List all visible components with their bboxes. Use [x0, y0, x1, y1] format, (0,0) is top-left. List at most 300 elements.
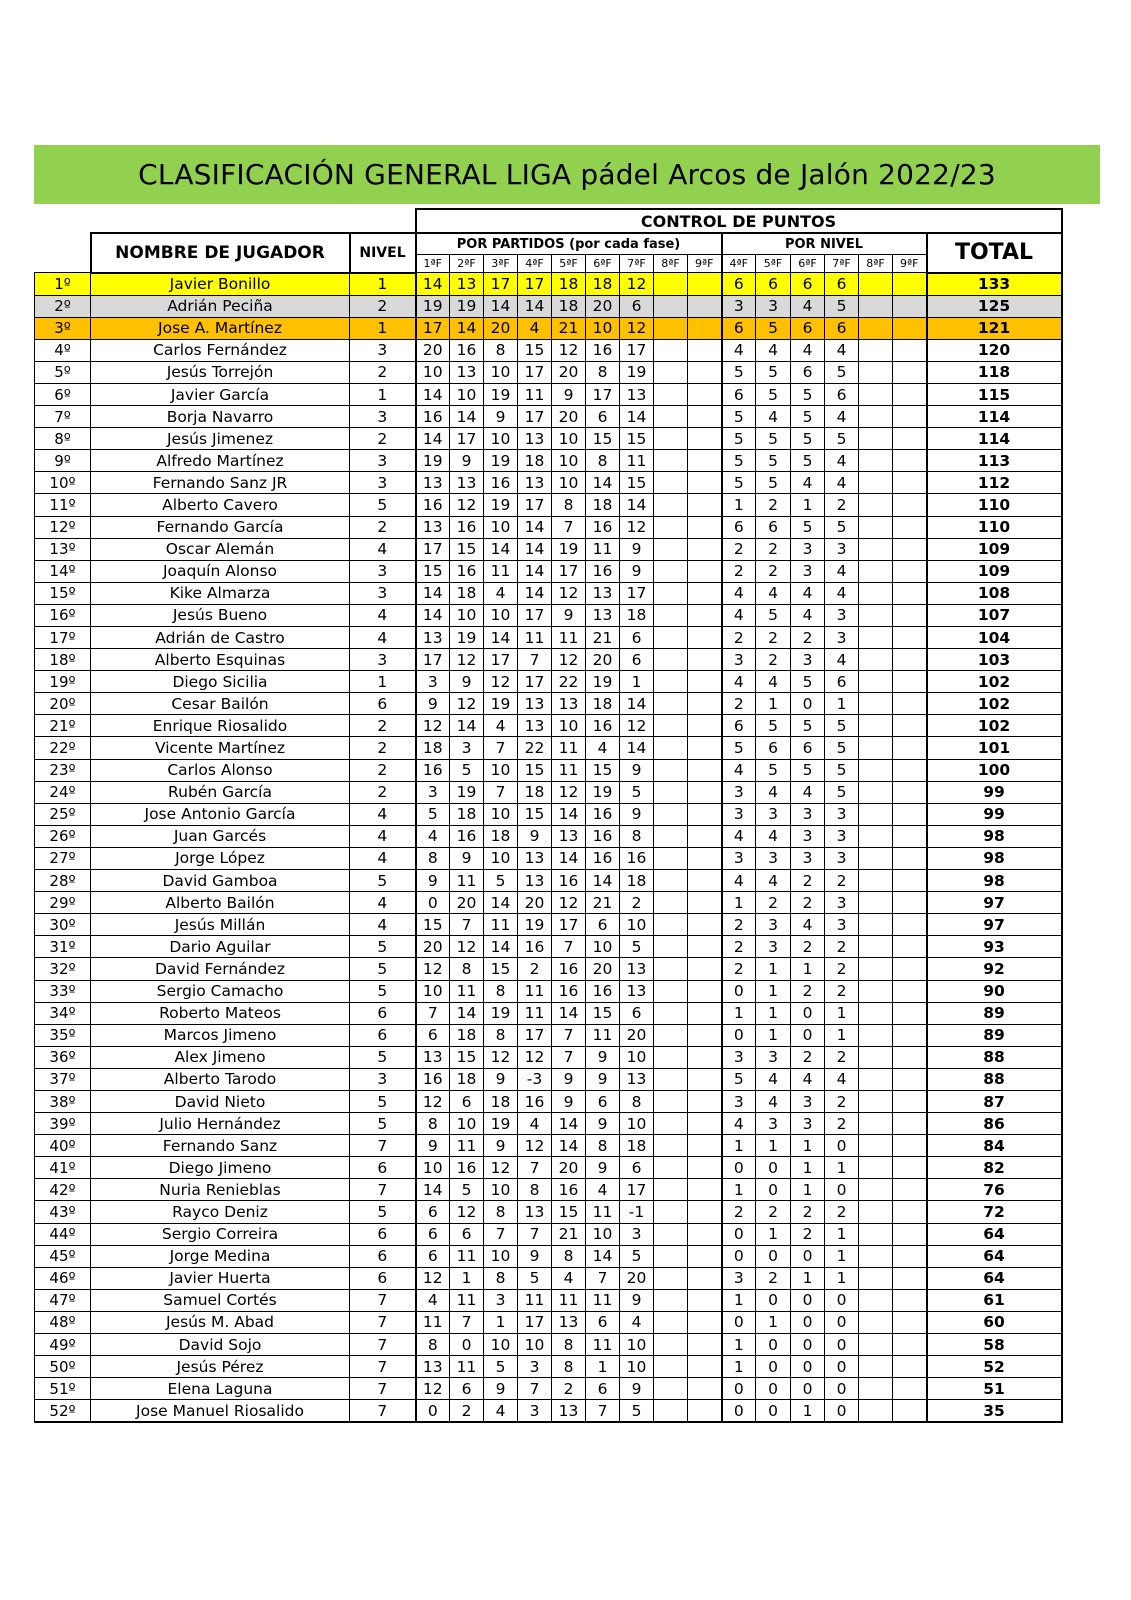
partido-points-cell: 10 [620, 1356, 654, 1378]
partido-points-cell: 10 [484, 847, 518, 869]
partido-points-cell: 9 [586, 1068, 620, 1090]
partido-points-cell: 19 [552, 538, 586, 560]
partido-points-cell: 18 [484, 825, 518, 847]
nivel-cell: 7 [350, 1289, 416, 1311]
nivel-points-cell [859, 1024, 893, 1046]
nivel-points-cell: 1 [791, 1157, 825, 1179]
partido-points-cell: 18 [416, 737, 450, 759]
partido-points-cell: 13 [450, 273, 484, 296]
nivel-points-cell: 5 [756, 759, 791, 781]
nivel-points-cell [859, 759, 893, 781]
nivel-points-cell: 0 [756, 1334, 791, 1356]
nivel-points-cell: 2 [791, 1223, 825, 1245]
partido-points-cell: 4 [518, 317, 552, 339]
nivel-points-cell [859, 582, 893, 604]
nivel-points-cell: 1 [756, 1002, 791, 1024]
rank-cell: 39º [35, 1113, 91, 1135]
partido-points-cell [654, 1334, 688, 1356]
player-name-cell: Alberto Cavero [91, 494, 350, 516]
partido-points-cell: 5 [620, 781, 654, 803]
nivel-points-cell: 6 [791, 273, 825, 296]
partido-points-cell: 6 [416, 1245, 450, 1267]
nivel-cell: 2 [350, 759, 416, 781]
nivel-points-cell: 2 [825, 980, 859, 1002]
nivel-phase-header: 4ªF [722, 255, 756, 273]
nivel-points-cell: 0 [825, 1311, 859, 1333]
total-cell: 115 [927, 383, 1062, 405]
nivel-points-cell [859, 803, 893, 825]
nivel-points-cell: 0 [825, 1289, 859, 1311]
nivel-points-cell: 1 [825, 1223, 859, 1245]
partido-points-cell: 6 [586, 1090, 620, 1112]
table-row [35, 1024, 1062, 1046]
partido-points-cell [654, 1179, 688, 1201]
player-name-cell: Nuria Renieblas [91, 1179, 350, 1201]
partido-points-cell [688, 1334, 722, 1356]
partido-points-cell: 14 [620, 494, 654, 516]
partido-points-cell [688, 1223, 722, 1245]
partido-points-cell: 7 [518, 649, 552, 671]
nivel-points-cell: 4 [756, 582, 791, 604]
player-name-cell: Marcos Jimeno [91, 1024, 350, 1046]
partido-points-cell: 3 [450, 737, 484, 759]
partido-points-cell: 14 [552, 803, 586, 825]
total-cell: 102 [927, 693, 1062, 715]
player-name-cell: Rubén García [91, 781, 350, 803]
nivel-points-cell: 1 [756, 958, 791, 980]
partido-points-cell: 12 [416, 958, 450, 980]
nivel-points-cell: 3 [825, 627, 859, 649]
partido-points-cell: 19 [484, 1002, 518, 1024]
nivel-points-cell: 3 [722, 295, 756, 317]
nivel-points-cell [859, 339, 893, 361]
partido-points-cell: 3 [518, 1400, 552, 1423]
partido-points-cell: 12 [450, 649, 484, 671]
partido-points-cell: 15 [450, 1046, 484, 1068]
table-row [35, 1245, 1062, 1267]
partido-points-cell [688, 936, 722, 958]
player-name-cell: Jesús Torrejón [91, 361, 350, 383]
nivel-points-cell: 2 [791, 627, 825, 649]
player-name-cell: Adrián de Castro [91, 627, 350, 649]
table-row [35, 892, 1062, 914]
partido-points-cell: 12 [484, 671, 518, 693]
partido-points-cell [654, 1267, 688, 1289]
partido-points-cell [654, 1135, 688, 1157]
partido-points-cell [654, 693, 688, 715]
nivel-cell: 6 [350, 1245, 416, 1267]
partido-points-cell [688, 627, 722, 649]
partido-points-cell: 14 [518, 560, 552, 582]
player-name-cell: Alberto Bailón [91, 892, 350, 914]
nivel-points-cell: 5 [825, 295, 859, 317]
rank-cell: 6º [35, 383, 91, 405]
nivel-cell: 4 [350, 538, 416, 560]
partido-points-cell: 6 [620, 1157, 654, 1179]
table-row [35, 649, 1062, 671]
nivel-points-cell [893, 1046, 927, 1068]
rank-cell: 2º [35, 295, 91, 317]
partido-points-cell: 19 [620, 361, 654, 383]
nivel-phase-header: 6ªF [791, 255, 825, 273]
rank-cell: 26º [35, 825, 91, 847]
partido-points-cell: 0 [416, 892, 450, 914]
partido-points-cell: 14 [552, 1002, 586, 1024]
table-row [35, 295, 1062, 317]
nivel-points-cell [893, 406, 927, 428]
partido-points-cell: 20 [518, 892, 552, 914]
partido-points-cell: 14 [416, 582, 450, 604]
player-name-cell: Jose Manuel Riosalido [91, 1400, 350, 1423]
partido-points-cell: 16 [586, 980, 620, 1002]
partido-points-cell: 15 [484, 958, 518, 980]
partido-points-cell: 10 [484, 759, 518, 781]
nivel-points-cell: 5 [791, 516, 825, 538]
rank-cell: 30º [35, 914, 91, 936]
partido-points-cell: 17 [416, 317, 450, 339]
nivel-points-cell: 3 [825, 892, 859, 914]
partido-points-cell: 9 [586, 1157, 620, 1179]
total-cell: 112 [927, 472, 1062, 494]
partido-points-cell: 20 [586, 295, 620, 317]
nivel-points-cell: 6 [791, 361, 825, 383]
partido-points-cell: 9 [484, 1068, 518, 1090]
partido-phase-header: 8ªF [654, 255, 688, 273]
nivel-points-cell: 4 [825, 582, 859, 604]
nivel-points-cell: 1 [791, 1400, 825, 1423]
nivel-points-cell: 6 [756, 516, 791, 538]
total-cell: 133 [927, 273, 1062, 296]
rank-cell: 42º [35, 1179, 91, 1201]
nivel-points-cell: 4 [756, 781, 791, 803]
partido-points-cell: 7 [484, 737, 518, 759]
nivel-points-cell [893, 1245, 927, 1267]
rank-cell: 52º [35, 1400, 91, 1423]
table-row [35, 1113, 1062, 1135]
partido-points-cell: 18 [518, 781, 552, 803]
partido-points-cell: 12 [450, 1201, 484, 1223]
nivel-points-cell: 1 [791, 958, 825, 980]
nivel-points-cell: 5 [791, 759, 825, 781]
nivel-points-cell: 1 [825, 1245, 859, 1267]
player-name-cell: Adrián Peciña [91, 295, 350, 317]
nivel-points-cell: 2 [825, 1090, 859, 1112]
partido-points-cell [688, 693, 722, 715]
partido-points-cell [688, 383, 722, 405]
player-name-cell: Jorge Medina [91, 1245, 350, 1267]
nivel-points-cell [893, 737, 927, 759]
total-cell: 52 [927, 1356, 1062, 1378]
header-spacer-pos [35, 233, 91, 273]
partido-points-cell: 14 [552, 1135, 586, 1157]
partido-points-cell: 4 [484, 582, 518, 604]
partido-points-cell: 8 [484, 1024, 518, 1046]
player-name-cell: Juan Garcés [91, 825, 350, 847]
nivel-cell: 3 [350, 406, 416, 428]
title-banner [34, 145, 1100, 204]
rank-cell: 37º [35, 1068, 91, 1090]
nivel-points-cell: 3 [791, 649, 825, 671]
partido-points-cell [688, 1400, 722, 1423]
rank-cell: 31º [35, 936, 91, 958]
partido-points-cell: 6 [416, 1223, 450, 1245]
nivel-points-cell [893, 1356, 927, 1378]
partido-points-cell: 9 [552, 604, 586, 626]
partido-points-cell: 18 [450, 1024, 484, 1046]
nivel-points-cell: 5 [791, 428, 825, 450]
nivel-points-cell [859, 295, 893, 317]
partido-points-cell: 9 [552, 1068, 586, 1090]
partido-points-cell: 16 [586, 560, 620, 582]
total-cell: 125 [927, 295, 1062, 317]
table-row [35, 1267, 1062, 1289]
partido-points-cell: 5 [620, 936, 654, 958]
nivel-points-cell: 3 [825, 825, 859, 847]
nivel-points-cell [893, 870, 927, 892]
nivel-cell: 1 [350, 273, 416, 296]
partido-points-cell: 8 [586, 361, 620, 383]
partido-points-cell: 12 [552, 339, 586, 361]
partido-points-cell: 10 [552, 715, 586, 737]
nivel-cell: 2 [350, 516, 416, 538]
partido-points-cell: 8 [416, 847, 450, 869]
rank-cell: 15º [35, 582, 91, 604]
nivel-points-cell: 5 [825, 759, 859, 781]
partido-points-cell: 6 [416, 1024, 450, 1046]
nivel-cell: 7 [350, 1135, 416, 1157]
nivel-cell: 7 [350, 1311, 416, 1333]
nivel-points-cell: 3 [756, 1046, 791, 1068]
nivel-points-cell [859, 361, 893, 383]
partido-points-cell: 16 [450, 516, 484, 538]
total-cell: 86 [927, 1113, 1062, 1135]
player-name-cell: Julio Hernández [91, 1113, 350, 1135]
partido-points-cell [688, 582, 722, 604]
nivel-points-cell [859, 1157, 893, 1179]
nivel-points-cell: 5 [825, 737, 859, 759]
partido-points-cell: 20 [586, 958, 620, 980]
nivel-points-cell [893, 516, 927, 538]
rank-cell: 33º [35, 980, 91, 1002]
nivel-points-cell: 0 [791, 1334, 825, 1356]
partido-points-cell: 4 [416, 1289, 450, 1311]
nivel-cell: 4 [350, 825, 416, 847]
partido-points-cell: 7 [484, 781, 518, 803]
partido-points-cell: 14 [620, 737, 654, 759]
partido-points-cell: 11 [586, 1024, 620, 1046]
nivel-points-cell: 0 [791, 1245, 825, 1267]
rank-cell: 4º [35, 339, 91, 361]
nivel-cell: 2 [350, 428, 416, 450]
nivel-points-cell [893, 627, 927, 649]
nivel-points-cell [859, 1113, 893, 1135]
partido-points-cell: 10 [484, 1334, 518, 1356]
nivel-points-cell: 4 [825, 339, 859, 361]
nivel-phase-header: 5ªF [756, 255, 791, 273]
partido-points-cell: 4 [552, 1267, 586, 1289]
partido-points-cell: 15 [586, 759, 620, 781]
nivel-points-cell: 1 [791, 494, 825, 516]
partido-points-cell: 14 [416, 428, 450, 450]
nivel-points-cell [859, 1378, 893, 1400]
nivel-points-cell: 2 [756, 1201, 791, 1223]
nivel-points-cell: 5 [756, 428, 791, 450]
nivel-points-cell: 5 [825, 428, 859, 450]
partido-points-cell: 9 [416, 870, 450, 892]
partido-points-cell [688, 1311, 722, 1333]
partido-points-cell [654, 1024, 688, 1046]
partido-points-cell: 12 [552, 649, 586, 671]
nivel-points-cell [893, 450, 927, 472]
partido-points-cell: 20 [552, 361, 586, 383]
player-name-cell: Jesús Pérez [91, 1356, 350, 1378]
nivel-points-cell [859, 1289, 893, 1311]
table-row [35, 361, 1062, 383]
partido-points-cell: 19 [450, 627, 484, 649]
nivel-points-cell: 5 [722, 361, 756, 383]
rank-cell: 22º [35, 737, 91, 759]
nivel-points-cell: 6 [825, 317, 859, 339]
nivel-points-cell: 3 [825, 847, 859, 869]
partido-points-cell: 7 [450, 914, 484, 936]
partido-points-cell [654, 582, 688, 604]
nivel-points-cell: 0 [722, 1024, 756, 1046]
partido-points-cell: 7 [552, 1046, 586, 1068]
nivel-cell: 3 [350, 582, 416, 604]
total-cell: 97 [927, 892, 1062, 914]
nivel-points-cell: 0 [825, 1179, 859, 1201]
nivel-points-cell: 0 [825, 1135, 859, 1157]
nivel-points-cell [893, 892, 927, 914]
partido-points-cell: 20 [416, 339, 450, 361]
table-row [35, 406, 1062, 428]
partido-points-cell: 11 [450, 1356, 484, 1378]
nivel-points-cell: 5 [722, 428, 756, 450]
partido-points-cell [654, 1356, 688, 1378]
nivel-points-cell: 6 [791, 317, 825, 339]
nivel-points-cell: 4 [825, 560, 859, 582]
partido-points-cell: 7 [552, 1024, 586, 1046]
partido-points-cell: 14 [484, 936, 518, 958]
nivel-cell: 1 [350, 383, 416, 405]
table-row [35, 383, 1062, 405]
partido-points-cell: 12 [552, 892, 586, 914]
nivel-points-cell: 2 [722, 560, 756, 582]
partido-points-cell: 5 [620, 1400, 654, 1423]
table-row [35, 1334, 1062, 1356]
partido-points-cell: 5 [484, 1356, 518, 1378]
partido-points-cell: 16 [552, 980, 586, 1002]
partido-points-cell: 14 [518, 295, 552, 317]
partido-points-cell: 13 [416, 1356, 450, 1378]
nivel-cell: 5 [350, 1113, 416, 1135]
partido-points-cell: 21 [552, 317, 586, 339]
total-column-header: TOTAL [927, 233, 1062, 273]
nivel-points-cell [893, 295, 927, 317]
nivel-points-cell: 4 [791, 472, 825, 494]
partido-points-cell: 6 [620, 627, 654, 649]
rank-cell: 23º [35, 759, 91, 781]
nivel-points-cell: 2 [756, 494, 791, 516]
partido-points-cell: 18 [620, 870, 654, 892]
table-row [35, 1201, 1062, 1223]
nivel-cell: 2 [350, 737, 416, 759]
partido-points-cell: 14 [552, 847, 586, 869]
nivel-points-cell: 0 [825, 1356, 859, 1378]
partido-points-cell [654, 1113, 688, 1135]
nivel-points-cell: 3 [756, 295, 791, 317]
partido-points-cell [688, 538, 722, 560]
partido-points-cell: 22 [552, 671, 586, 693]
partido-points-cell: 6 [450, 1223, 484, 1245]
nivel-points-cell: 0 [791, 1378, 825, 1400]
partido-points-cell [688, 1356, 722, 1378]
nivel-points-cell: 4 [791, 914, 825, 936]
partido-points-cell: 4 [484, 715, 518, 737]
partido-points-cell: 14 [484, 627, 518, 649]
table-row [35, 1135, 1062, 1157]
partido-points-cell: 9 [552, 1090, 586, 1112]
total-cell: 102 [927, 715, 1062, 737]
partido-points-cell: 13 [416, 472, 450, 494]
partido-points-cell: 12 [450, 494, 484, 516]
nivel-points-cell [859, 406, 893, 428]
nivel-points-cell: 0 [722, 1378, 756, 1400]
table-row [35, 825, 1062, 847]
table-row [35, 1311, 1062, 1333]
partido-points-cell: 13 [518, 715, 552, 737]
partido-points-cell [688, 317, 722, 339]
partido-points-cell: 13 [552, 1400, 586, 1423]
partido-points-cell: 11 [484, 560, 518, 582]
partido-points-cell: 7 [450, 1311, 484, 1333]
partido-points-cell: 13 [518, 870, 552, 892]
partido-points-cell: 4 [518, 1113, 552, 1135]
page-title: CLASIFICACIÓN GENERAL LIGA pádel Arcos de Jalón 2022/23 [138, 158, 996, 191]
player-name-cell: Cesar Bailón [91, 693, 350, 715]
partido-points-cell: 9 [416, 693, 450, 715]
partido-points-cell: 12 [484, 1157, 518, 1179]
partido-points-cell: 21 [586, 892, 620, 914]
nivel-points-cell [893, 715, 927, 737]
partido-points-cell: 15 [620, 472, 654, 494]
nivel-points-cell [859, 1223, 893, 1245]
player-name-cell: Fernando Sanz [91, 1135, 350, 1157]
partido-points-cell [654, 627, 688, 649]
nivel-points-cell: 3 [791, 847, 825, 869]
total-cell: 88 [927, 1046, 1062, 1068]
partido-points-cell: 20 [620, 1267, 654, 1289]
nivel-cell: 6 [350, 1024, 416, 1046]
total-cell: 84 [927, 1135, 1062, 1157]
nivel-cell: 5 [350, 870, 416, 892]
partido-points-cell [688, 516, 722, 538]
partido-points-cell: 20 [552, 1157, 586, 1179]
partido-points-cell: 10 [620, 914, 654, 936]
partido-points-cell: 9 [450, 450, 484, 472]
player-name-cell: Diego Jimeno [91, 1157, 350, 1179]
partido-points-cell [688, 1068, 722, 1090]
partido-points-cell: 20 [416, 936, 450, 958]
nivel-points-cell: 1 [756, 980, 791, 1002]
partido-points-cell: 10 [484, 1179, 518, 1201]
partido-points-cell: 6 [586, 1311, 620, 1333]
partido-points-cell: 14 [586, 472, 620, 494]
partido-points-cell: 15 [416, 914, 450, 936]
nivel-points-cell: 0 [756, 1245, 791, 1267]
nivel-points-cell [893, 538, 927, 560]
rank-cell: 35º [35, 1024, 91, 1046]
